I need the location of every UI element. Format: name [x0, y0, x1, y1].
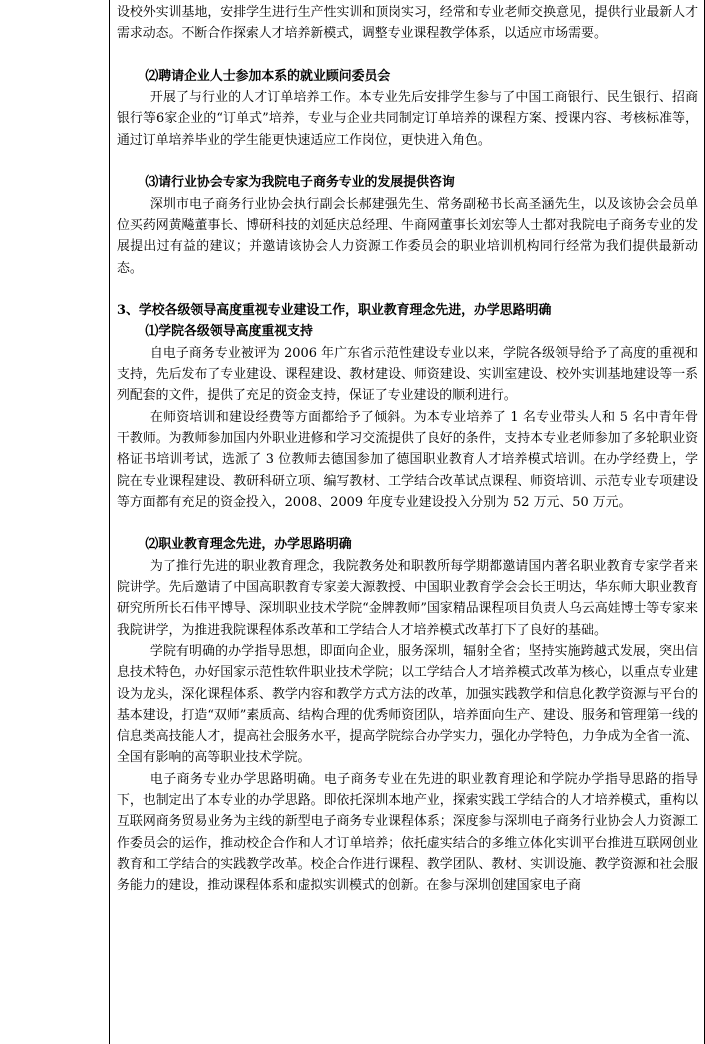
section-subheading: ⑶请行业协会专家为我院电子商务专业的发展提供咨询 [145, 175, 455, 191]
section-heading: 3、学校各级领导高度重视专业建设工作，职业教育理念先进，办学思路明确 [117, 303, 552, 319]
blank-line [117, 279, 698, 300]
body-paragraph: 设校外实训基地，安排学生进行生产性实训和顶岗实习，经常和专业老师交换意见，提供行业最新人才需求动态。不断合作探索人才培养新模式，调整专业课程教学体系，以适应市场需要。 [117, 5, 698, 42]
body-paragraph: 开展了与行业的人才订单培养工作。本专业先后安排学生参与了中国工商银行、民生银行、招商银行等6家企业的“订单式”培养，专业与企业共同制定订单培养的课程方案、授课内容、考核标准等，通过订单培养毕业的学生能更快速适应工作岗位，更快进入角色。 [117, 90, 698, 148]
body-paragraph: 电子商务专业办学思路明确。电子商务专业在先进的职业教育理论和学院办学指导思路的指导下，也制定出了本专业的办学思路。即依托深圳本地产业，探索实践工学结合的人才培养模式，重构以互联网商务贸易业务为主线的新型电子商务专业课程体系；深度参与深圳电子商务行业协会人力资源工作委员会的运作，推动校企合作和人才订单培养；依托虚实结合的多维立体化实训平台推进互联网创业教育和工学结合的实践教学改革。校企合作进行课程、教学团队、教材、实训设施、教学资源和社会服务能力的建设，推动课程体系和虚拟实训模式的创新。在参与深圳创建国家电子商 [117, 771, 698, 894]
table-left-column [0, 0, 110, 1044]
body-paragraph: 学院有明确的办学指导思想，即面向企业，服务深圳，辐射全省；坚持实施跨越式发展，突出信息技术特色，办好国家示范性软件职业技术学院；以工学结合人才培养模式改革为核心，以重点专业建设为龙头，深化课程体系、教学内容和教学方式方法的改革，加强实践教学和信息化教学资源与平台的基本建设，打造“双师”素质高、结构合理的优秀师资团队，培养面向生产、建设、服务和管理第一线的信息类高技能人才，提高社会服务水平，提高学院综合办学实力，强化办学特色，力争成为全省一流、全国有影响的高等职业技术学院。 [117, 643, 698, 766]
section-subheading: ⑵职业教育理念先进，办学思路明确 [145, 537, 352, 553]
blank-line [117, 151, 698, 172]
blank-line [117, 45, 698, 66]
body-paragraph: 自电子商务专业被评为 2006 年广东省示范性建设专业以来，学院各级领导给予了高度的重视和支持，先后发布了专业建设、课程建设、教材建设、师资建设、实训室建设、校外实训基地建设等一系列配套的文件，提供了充足的资金支持，保证了专业建设的顺利进行。 [117, 345, 698, 404]
section-subheading: ⑴学院各级领导高度重视支持 [145, 324, 313, 340]
body-paragraph: 深圳市电子商务行业协会执行副会长郝建强先生、常务副秘书长高圣涵先生，以及该协会会员单位买药网黄飚董事长、博研科技的刘延庆总经理、牛商网董事长刘宏等人士都对我院电子商务专业的发展提出过有益的建议；并邀请该协会人力资源工作委员会的职业培训机构同行经常为我们提供最新动态。 [117, 196, 698, 276]
section-subheading: ⑵聘请企业人士参加本系的就业顾问委员会 [145, 68, 391, 84]
body-paragraph: 在师资培训和建设经费等方面都给予了倾斜。为本专业培养了 1 名专业带头人和 5 名中青年骨干教师。为教师参加国内外职业进修和学习交流提供了良好的条件，支持本专业老师参加了多轮职业资格证书培训考试，选派了 3 位教师去德国参加了德国职业教育人才培养模式培训。在办学经费上，学院在专业课程建设、教研科研立项、编写教材、工学结合改革试点课程、师资培训、示范专业专项建设等方面都有充足的资金投入，2008、2009 年度专业建设投入分别为 52 万元、50 万元。 [117, 409, 698, 510]
body-paragraph: 为了推行先进的职业教育理念，我院教务处和职教所每学期都邀请国内著名职业教育专家学者来院讲学。先后邀请了中国高职教育专家姜大源教授、中国职业教育学会会长王明达，华东师大职业教育研究所所长石伟平博导、深圳职业技术学院“金牌教师”国家精品课程项目负责人乌云高娃博士等专家来我院讲学，为推进我院课程体系改革和工学结合人才培养模式改革打下了良好的基础。 [117, 558, 698, 638]
document-body [117, 2, 698, 896]
blank-line [117, 513, 698, 534]
